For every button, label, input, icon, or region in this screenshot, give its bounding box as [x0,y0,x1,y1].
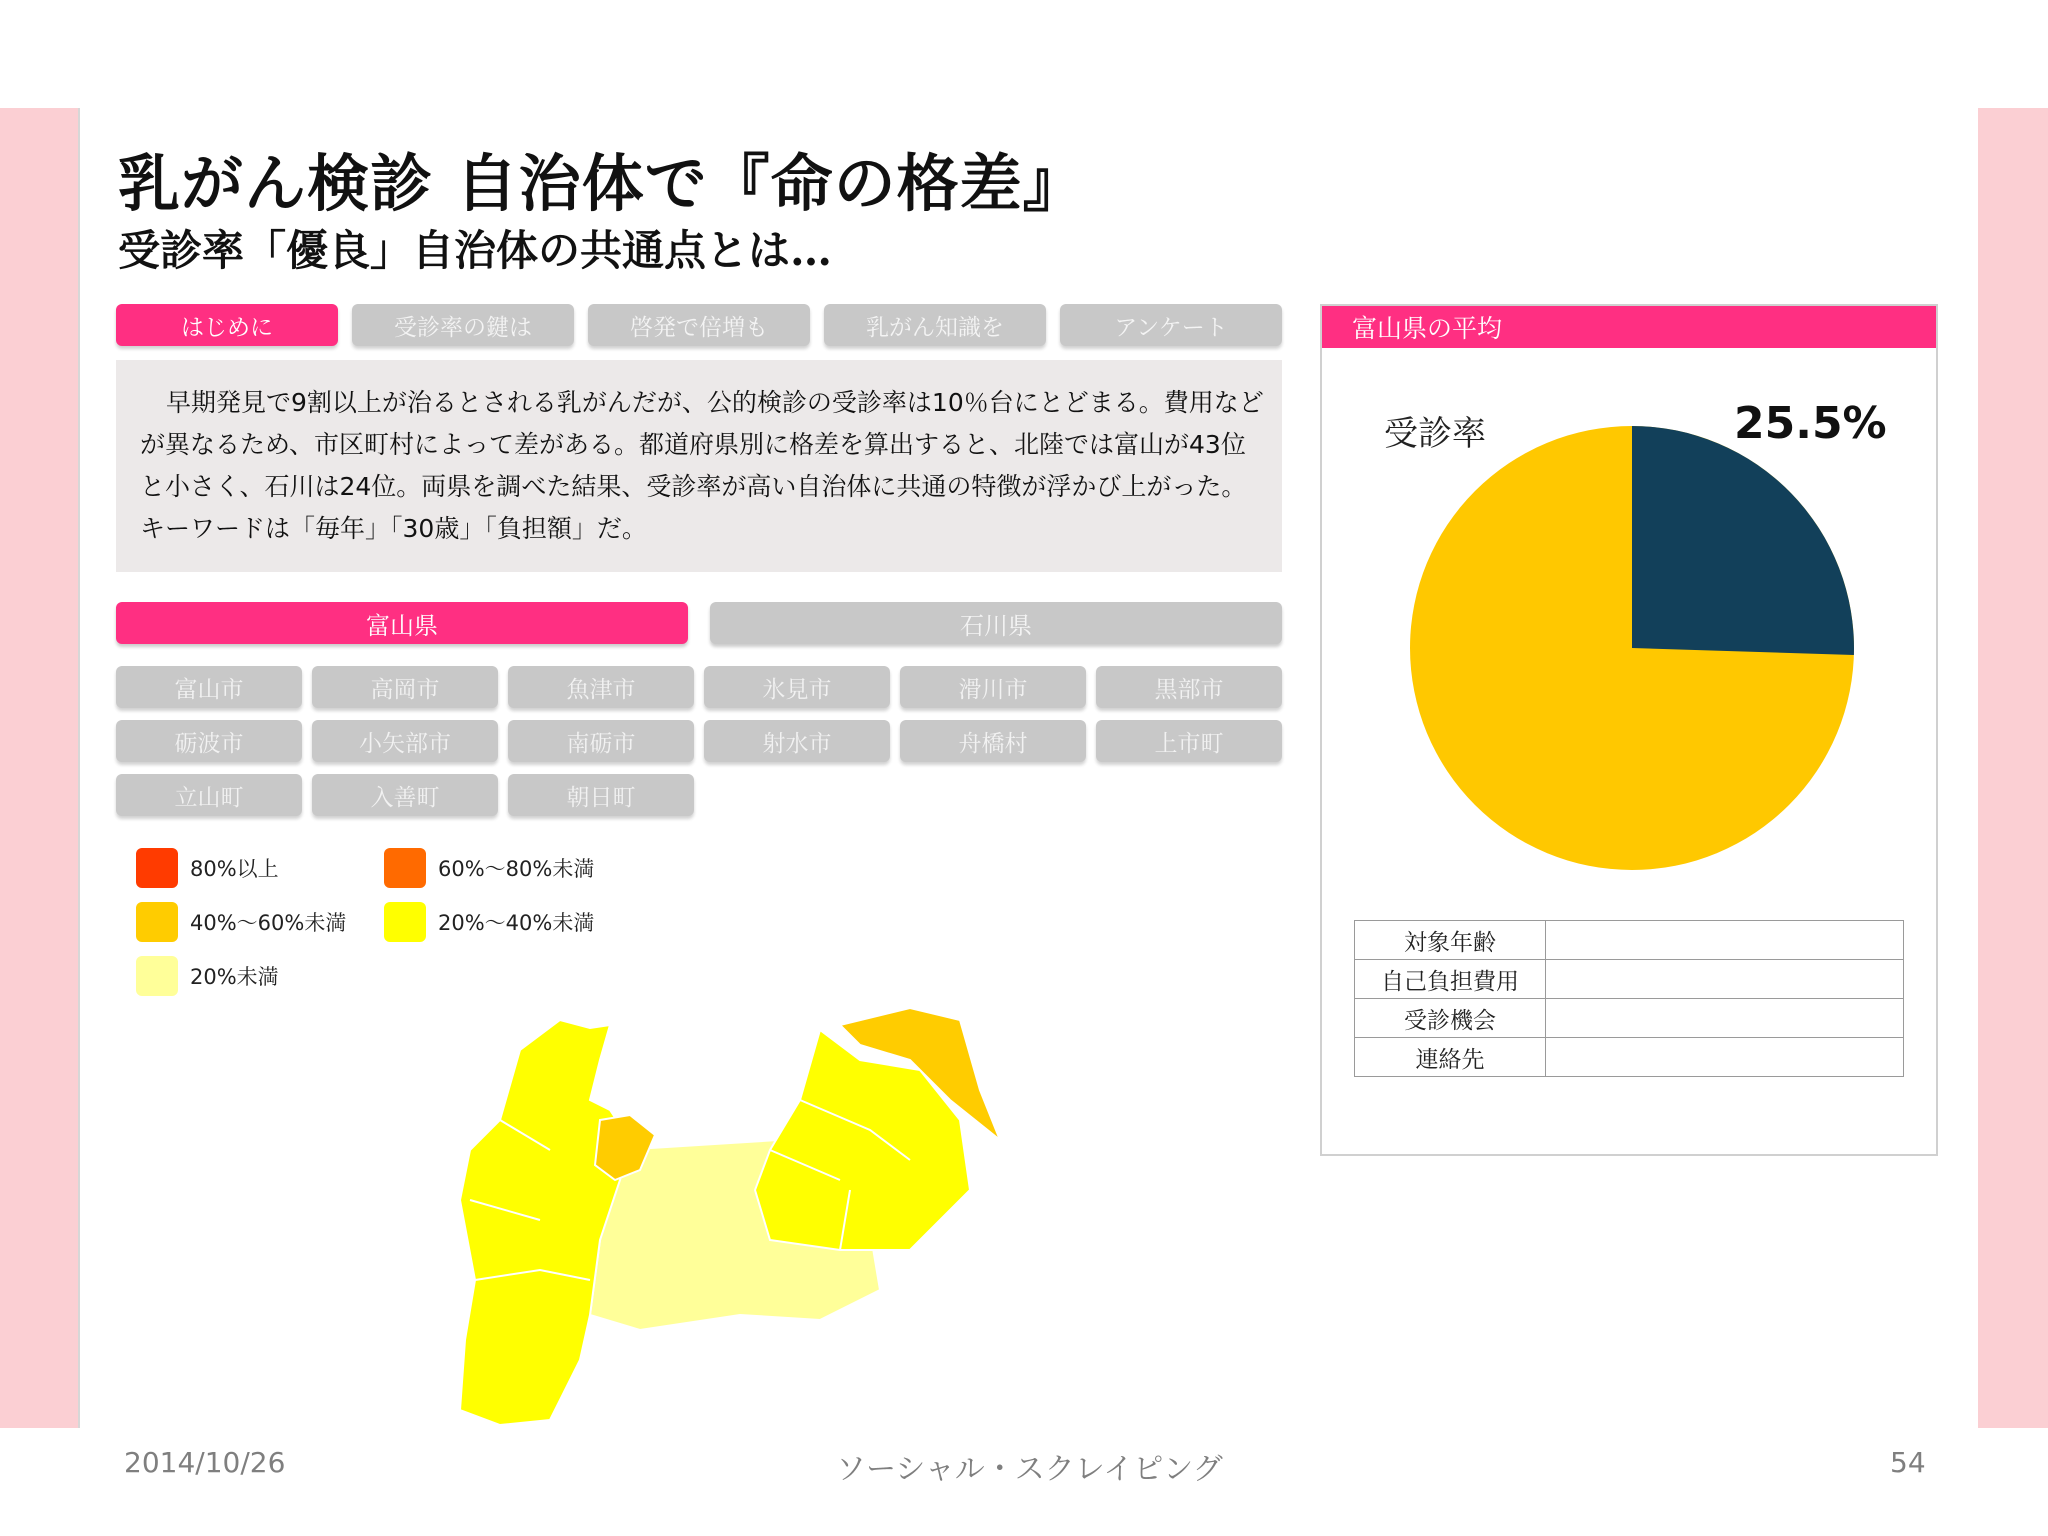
panel-header: 富山県の平均 [1322,306,1936,348]
muni-button[interactable]: 上市町 [1096,720,1282,762]
legend-swatch [136,848,178,888]
legend-label: 80%以上 [190,857,279,881]
table-value [1546,960,1904,999]
legend-label: 20%未満 [190,965,279,989]
muni-button[interactable]: 南砺市 [508,720,694,762]
pref-tab-toyama[interactable]: 富山県 [116,602,688,644]
muni-button[interactable]: 舟橋村 [900,720,1086,762]
legend-item [136,956,279,996]
page-number: 54 [1890,1446,1926,1479]
rate-pie-chart [1402,418,1862,878]
legend-item [384,848,594,888]
footer-title: ソーシャル・スクレイピング [836,1452,1223,1487]
table-row [1355,960,1904,999]
legend-swatch [384,902,426,942]
left-side-band [0,108,78,1428]
muni-button[interactable]: 小矢部市 [312,720,498,762]
tab-awareness[interactable]: 啓発で倍増も [588,304,810,346]
table-row [1355,921,1904,960]
table-row [1355,999,1904,1038]
pie-label: 受診率 [1384,414,1486,454]
muni-button[interactable]: 富山市 [116,666,302,708]
tab-intro[interactable]: はじめに [116,304,338,346]
table-value [1546,921,1904,960]
table-key: 自己負担費用 [1355,960,1546,999]
legend-label: 20%～40%未満 [438,911,595,935]
legend-swatch [136,956,178,996]
tab-rate-key[interactable]: 受診率の鍵は [352,304,574,346]
page-title: 乳がん検診 自治体で『命の格差』 [118,147,1086,220]
legend-label: 60%～80%未満 [438,857,595,881]
legend-item [136,848,279,888]
info-table [1354,920,1904,1077]
tab-survey[interactable]: アンケート [1060,304,1282,346]
legend-item [384,902,594,942]
intro-box [116,360,1282,572]
muni-button[interactable]: 黒部市 [1096,666,1282,708]
table-value [1546,999,1904,1038]
toyama-map[interactable] [440,1000,1060,1430]
table-row [1355,1038,1904,1077]
muni-button[interactable]: 砺波市 [116,720,302,762]
legend-swatch [384,848,426,888]
tab-knowledge[interactable]: 乳がん知識を [824,304,1046,346]
right-side-band [1976,108,2048,1428]
pie-value: 25.5% [1734,398,1887,449]
muni-button[interactable]: 立山町 [116,774,302,816]
muni-button[interactable]: 高岡市 [312,666,498,708]
legend-item [136,902,346,942]
muni-button[interactable]: 射水市 [704,720,890,762]
muni-button[interactable]: 滑川市 [900,666,1086,708]
legend-swatch [136,902,178,942]
pref-tab-ishikawa[interactable]: 石川県 [710,602,1282,644]
table-key: 連絡先 [1355,1038,1546,1077]
average-panel [1320,304,1938,1156]
table-key: 対象年齢 [1355,921,1546,960]
page-subtitle: 受診率「優良」自治体の共通点とは… [118,226,833,275]
table-value [1546,1038,1904,1077]
table-key: 受診機会 [1355,999,1546,1038]
muni-button[interactable]: 氷見市 [704,666,890,708]
muni-button[interactable]: 朝日町 [508,774,694,816]
muni-button[interactable]: 入善町 [312,774,498,816]
legend-label: 40%～60%未満 [190,911,347,935]
footer-date: 2014/10/26 [124,1446,286,1479]
pie-slice-rate [1632,426,1854,655]
muni-button[interactable]: 魚津市 [508,666,694,708]
intro-text: 早期発見で9割以上が治るとされる乳がんだが、公的検診の受診率は10％台にとどまる。費用などが異なるため、市区町村によって差がある。都道府県別に格差を算出すると、北陸では富山が43位と小さく、石川は24位。両県を調べた結果、受診率が高い自治体に共通の特徴が浮かび上がった。キーワードは「毎年」「30歳」「負担額」だ。 [140,388,1264,543]
